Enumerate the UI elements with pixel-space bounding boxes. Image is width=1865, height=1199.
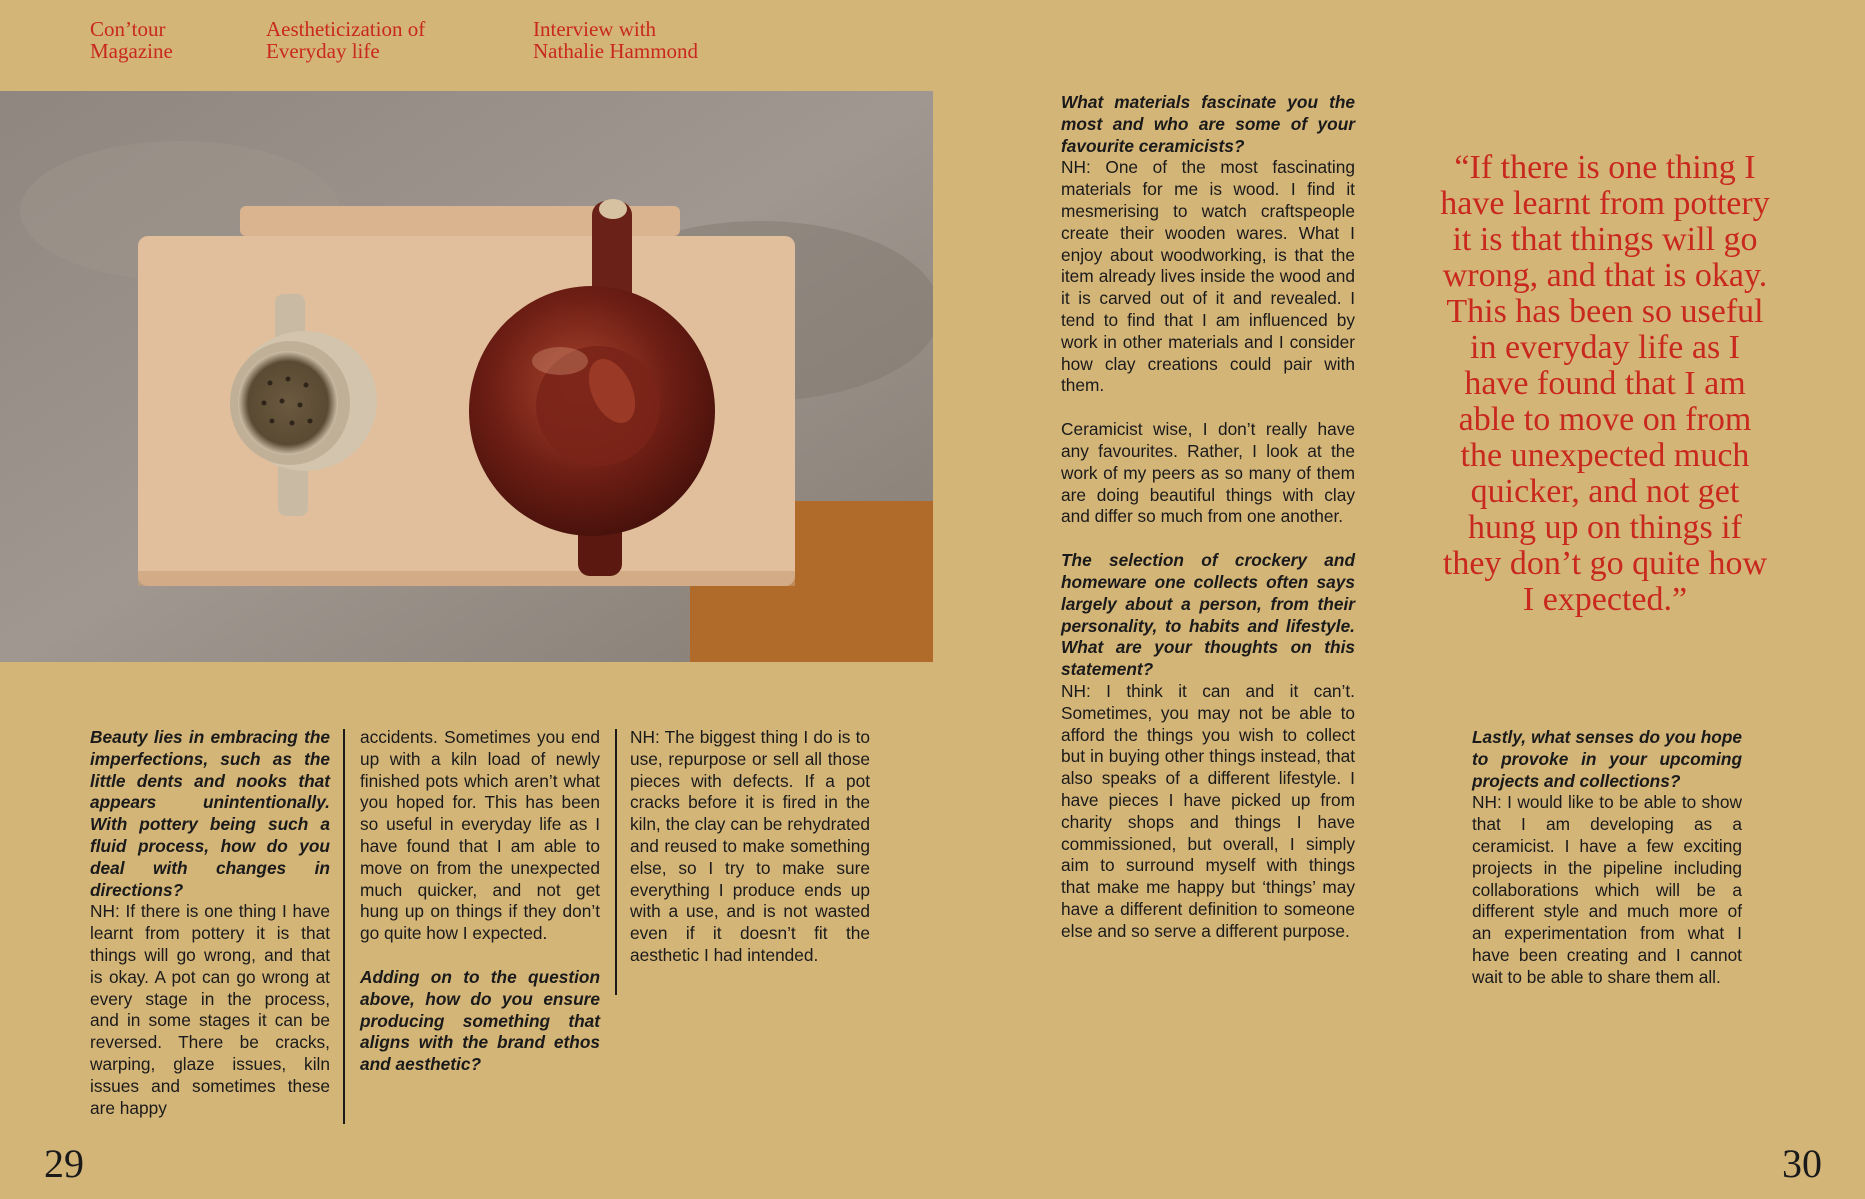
column-3 [630, 727, 870, 967]
column-divider-1 [343, 729, 345, 1124]
teapot-photo [0, 91, 933, 662]
feature-title-line-2: Nathalie Hammond [533, 39, 699, 63]
answer-ceramicists: Ceramicist wise, I don’t really have any favourites. Rather, I look at the work of my peers as so many of them are doing beautiful things with clay and differ so much from one another. [1061, 419, 1355, 527]
answer-materials: NH: One of the most fascinating materials for me is wood. I find it mesmerising to watch craftspeople create their wooden wares. What I enjoy about woodworking, is that the item already lives inside the wood and it is carved out of it and revealed. I tend to find that I am influenced by work in other materials and I consider how clay creations could pair with them. [1061, 157, 1355, 396]
page-number-right: 30 [1782, 1141, 1822, 1186]
feature-title [533, 18, 698, 62]
question-brand-ethos: Adding on to the question above, how do you ensure producing something that aligns with the brand ethos and aesthetic? [360, 966, 600, 1075]
answer-senses: NH: I would like to be able to show that I am developing as a ceramicist. I have a few exciting projects in the pipeline including collaborations which will be a different style and much more of an experimentation from what I have been creating and I cannot wait to be able to share them all. [1472, 792, 1742, 987]
teapot-illustration [0, 91, 933, 662]
section-title [266, 18, 425, 62]
answer-brand-ethos: NH: The biggest thing I do is to use, repurpose or sell all those pieces with defects. If a pot cracks before it is fired in the kiln, the clay can be rehydrated and reused to make something else, so I try to make sure everything I produce ends up with a use, and is not wasted even if it doesn’t fit the aesthetic I had intended. [630, 727, 870, 965]
feature-title-line-1: Interview with [533, 17, 657, 41]
question-crockery: The selection of crockery and homeware one collects often says largely about a person, from their personality, to habits and lifestyle. What are your thoughts on this statement? [1061, 550, 1355, 680]
paragraph [1061, 92, 1355, 397]
magazine-name [90, 18, 173, 62]
paragraph [90, 727, 330, 1119]
answer-beauty: NH: If there is one thing I have learnt from pottery it is that things will go wrong, and that is okay. A pot can go wrong at every stage in the process, and in some stages it can be reversed. There be cracks, warping, glaze issues, kiln issues and sometimes these are happy [90, 901, 330, 1118]
answer-crockery: NH: I think it can and it can’t. Sometimes, you may not be able to afford the things you wish to collect but in buying other things instead, that also speaks of a different lifestyle. I have pieces I have picked up from charity shops and things I have commissioned, but overall, I simply aim to surround myself with things that make me happy but ‘things’ may have a different definition to someone else and so serve a different purpose. [1061, 680, 1355, 941]
section-title-line-1: Aestheticization of [266, 17, 426, 41]
magazine-name-line-1: Con’tour [90, 17, 166, 41]
paragraph [1472, 727, 1742, 989]
tea-strainer [238, 351, 338, 455]
column-5 [1472, 727, 1742, 989]
answer-beauty-cont: accidents. Sometimes you end up with a kiln load of newly finished pots which aren’t what you hoped for. This has been so useful in everyday life as I have found that I am able to move on from the unexpected much quicker, and not get hung up on things if they don’t go quite how I expected. [360, 727, 600, 944]
section-title-line-2: Everyday life [266, 39, 380, 63]
page-number-left: 29 [44, 1141, 84, 1186]
magazine-name-line-2: Magazine [90, 39, 173, 63]
pull-quote: “If there is one thing I have learnt from pottery it is that things will go wrong, and that is okay. This has been so useful in everyday life as I have found that I am able to move on from the unexpected much quicker, and not get hung up on things if they don’t go quite how I expected.” [1440, 149, 1770, 618]
question-beauty: Beauty lies in embracing the imperfections, such as the little dents and nooks that appears unintentionally. With pottery being such a fluid process, how do you deal with changes in directions? [90, 727, 330, 900]
paragraph [1061, 550, 1355, 942]
column-divider-2 [615, 729, 617, 995]
question-senses: Lastly, what senses do you hope to provoke in your upcoming projects and collections? [1472, 727, 1742, 791]
question-materials: What materials fascinate you the most and who are some of your favourite ceramicists? [1061, 92, 1355, 156]
column-4 [1061, 92, 1355, 942]
column-1 [90, 727, 330, 1119]
column-2 [360, 727, 600, 1076]
